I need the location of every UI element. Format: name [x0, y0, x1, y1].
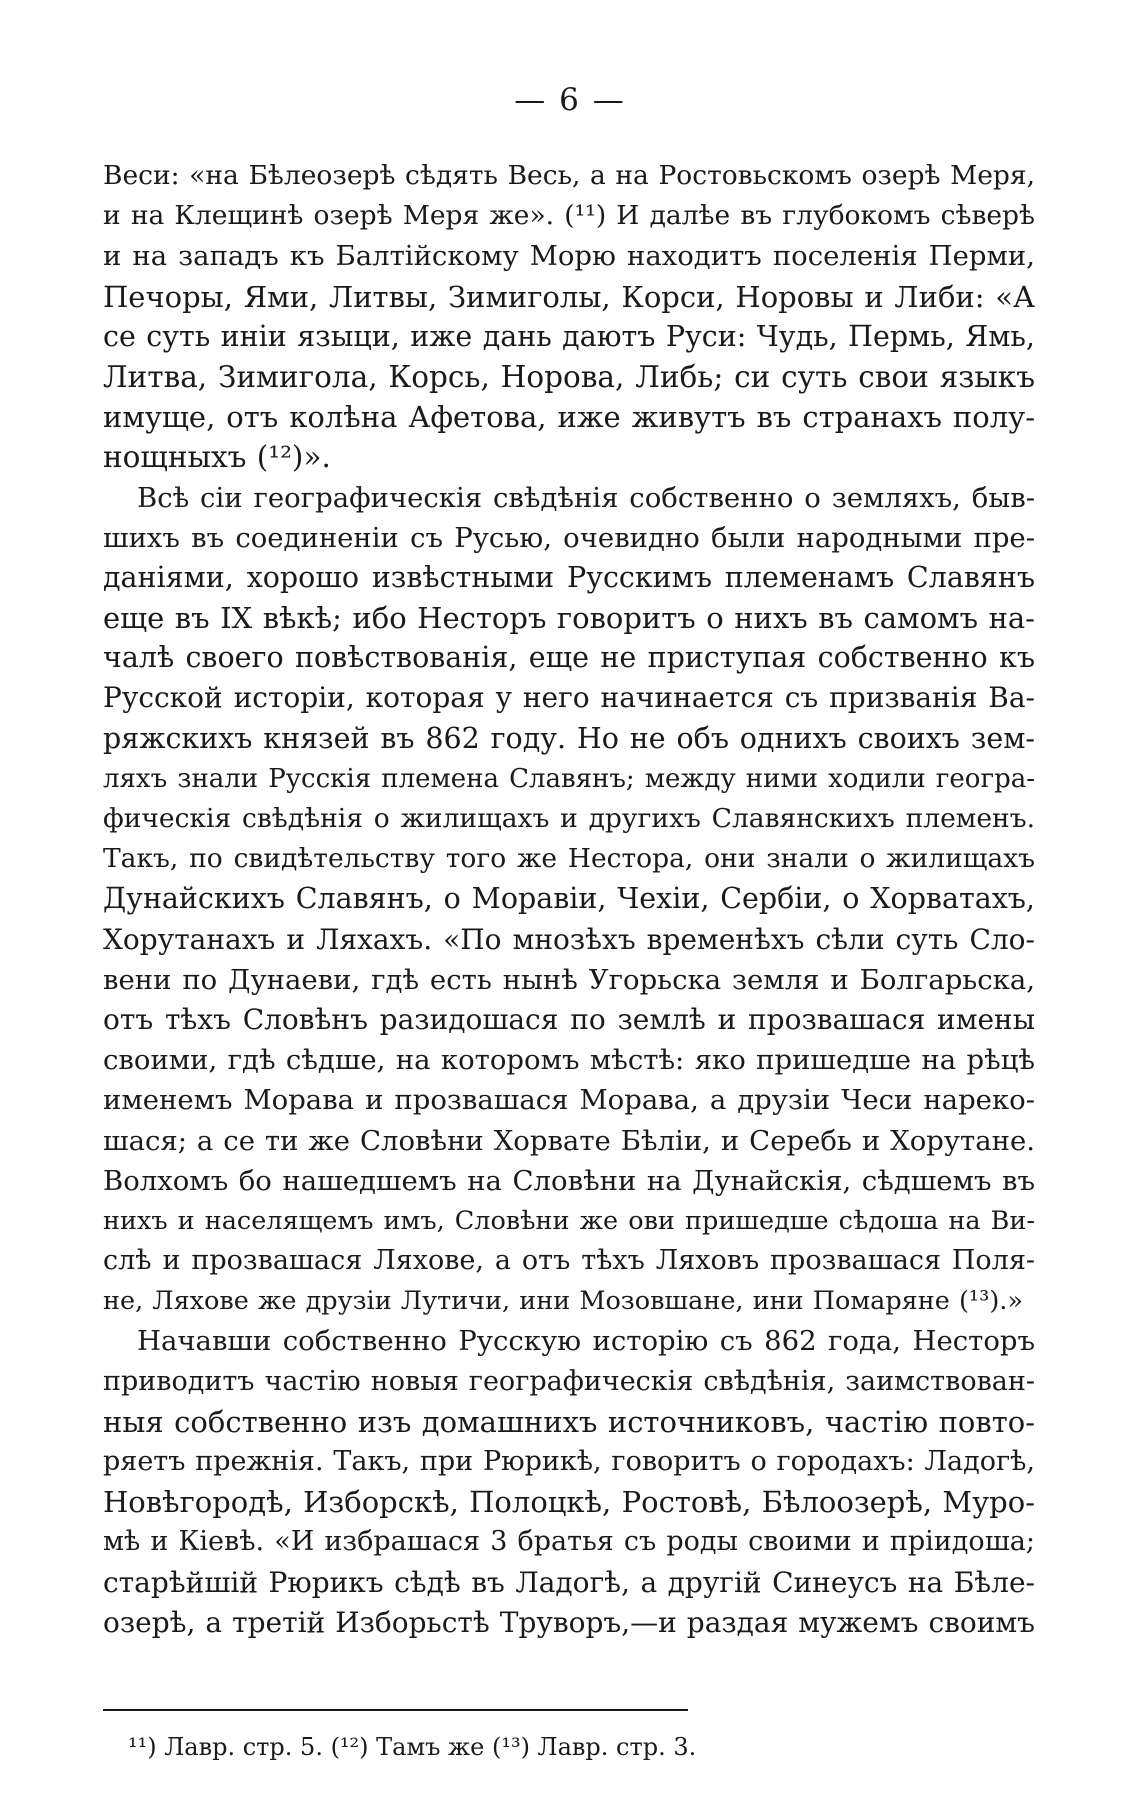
text-line: ряетъ прежнія. Такъ, при Рюрикѣ, говоритъ о городахъ: Ладогѣ,	[103, 1446, 1035, 1477]
footnote: ¹¹) Лавр. стр. 5. (¹²) Тамъ же (¹³) Лавр. стр. 3.	[128, 1733, 697, 1761]
text-line: чалѣ своего повѣствованія, еще не приступая собственно къ	[103, 641, 1035, 675]
text-line: шихъ въ соединеніи съ Русью, очевидно были народными пре-	[103, 521, 1035, 554]
text-line: Печоры, Ями, Литвы, Зимиголы, Корси, Норовы и Либи: «А	[103, 279, 1035, 314]
text-line: ляхъ знали Русскія племена Славянъ; между ними ходили геогра-	[103, 763, 1035, 794]
text-line: Русской исторіи, которая у него начинается съ призванія Ва-	[103, 681, 1035, 715]
text-line: даніями, хорошо извѣстными Русскимъ племенамъ Славянъ	[103, 560, 1035, 594]
text-line: Веси: «на Бѣлеозерѣ сѣдять Весь, а на Ростовьскомъ озерѣ Меря,	[103, 160, 1035, 191]
text-line: Всѣ сіи географическія свѣдѣнія собственно о земляхъ, быв-	[137, 481, 1035, 514]
text-line: Хорутанахъ и Ляхахъ. «По мнозѣхъ временѣхъ сѣли суть Сло-	[103, 922, 1035, 956]
text-line: своими, гдѣ сѣдше, на которомъ мѣстѣ: яко пришедше на рѣцѣ	[103, 1044, 1035, 1077]
page-number: — 6 —	[514, 82, 626, 118]
text-line: озерѣ, а третій Изборьстѣ Труворъ,—и раздая мужемъ своимъ	[103, 1605, 1035, 1639]
body-text	[103, 156, 1035, 1643]
text-line: се суть иніи языци, иже дань даютъ Руси: Чудь, Пермь, Ямь,	[103, 319, 1035, 353]
text-line: не, Ляхове же друзіи Лутичи, ини Мозовшане, ини Помаряне (¹³).»	[103, 1286, 1024, 1317]
text-line: вени по Дунаеви, гдѣ есть нынѣ Угорьска земля и Болгарьска,	[103, 963, 1035, 996]
text-line: отъ тѣхъ Словѣнъ разидошася по землѣ и прозвашася имены	[103, 1002, 1035, 1036]
text-line: слѣ и прозвашася Ляхове, а отъ тѣхъ Ляховъ прозвашася Поля-	[103, 1245, 1035, 1277]
text-line: Литва, Зимигола, Корсь, Норова, Либь; си суть свои языкъ	[103, 359, 1035, 394]
text-line: Волхомъ бо нашедшемъ на Словѣни на Дунайскія, сѣдшемъ въ	[103, 1164, 1035, 1197]
text-line: шася; а се ти же Словѣни Хорвате Бѣліи, и Серебь и Хорутане.	[103, 1124, 1035, 1157]
text-line: имуще, отъ колѣна Афетова, иже живутъ въ странахъ полу-	[103, 400, 1035, 435]
text-line: и на западъ къ Балтійскому Морю находитъ поселенія Перми,	[103, 240, 1035, 273]
footnote-divider	[103, 1709, 688, 1711]
text-line: Новѣгородѣ, Изборскѣ, Полоцкѣ, Ростовѣ, Бѣлоозерѣ, Муро-	[103, 1485, 1035, 1520]
text-line: старѣйшій Рюрикъ сѣдѣ въ Ладогѣ, а другій Синеусъ на Бѣле-	[103, 1565, 1035, 1599]
text-line: еще въ IX вѣкѣ; ибо Несторъ говоритъ о нихъ въ самомъ на-	[103, 601, 1035, 636]
text-line: Дунайскихъ Славянъ, о Моравіи, Чехіи, Сербіи, о Хорватахъ,	[103, 882, 1035, 916]
text-line: ныя собственно изъ домашнихъ источниковъ, частію повто-	[103, 1404, 1035, 1439]
text-line: приводитъ частію новыя географическія свѣдѣнія, заимствован-	[103, 1365, 1035, 1397]
text-line: Такъ, по свидѣтельству того же Нестора, они знали о жилищахъ	[103, 843, 1035, 875]
text-line: ряжскихъ князей въ 862 году. Но не объ однихъ своихъ зем-	[103, 721, 1035, 755]
text-line: и на Клещинѣ озерѣ Меря же». (¹¹) И далѣе въ глубокомъ сѣверѣ	[103, 200, 1035, 232]
text-line: нихъ и населящемъ имъ, Словѣни же ови пришедше сѣдоша на Ви-	[103, 1205, 1035, 1236]
text-line: Начавши собственно Русскую исторію съ 862 года, Несторъ	[137, 1325, 1035, 1358]
text-line: именемъ Морава и прозвашася Морава, а друзіи Чеси нареко-	[103, 1084, 1035, 1117]
text-line: мѣ и Кіевѣ. «И избрашася 3 братья съ роды своими и пріидоша;	[103, 1526, 1035, 1558]
text-line: фическія свѣдѣнія о жилищахъ и другихъ Славянскихъ племенъ.	[103, 803, 1035, 834]
text-line: нощныхъ (¹²)».	[103, 440, 331, 475]
